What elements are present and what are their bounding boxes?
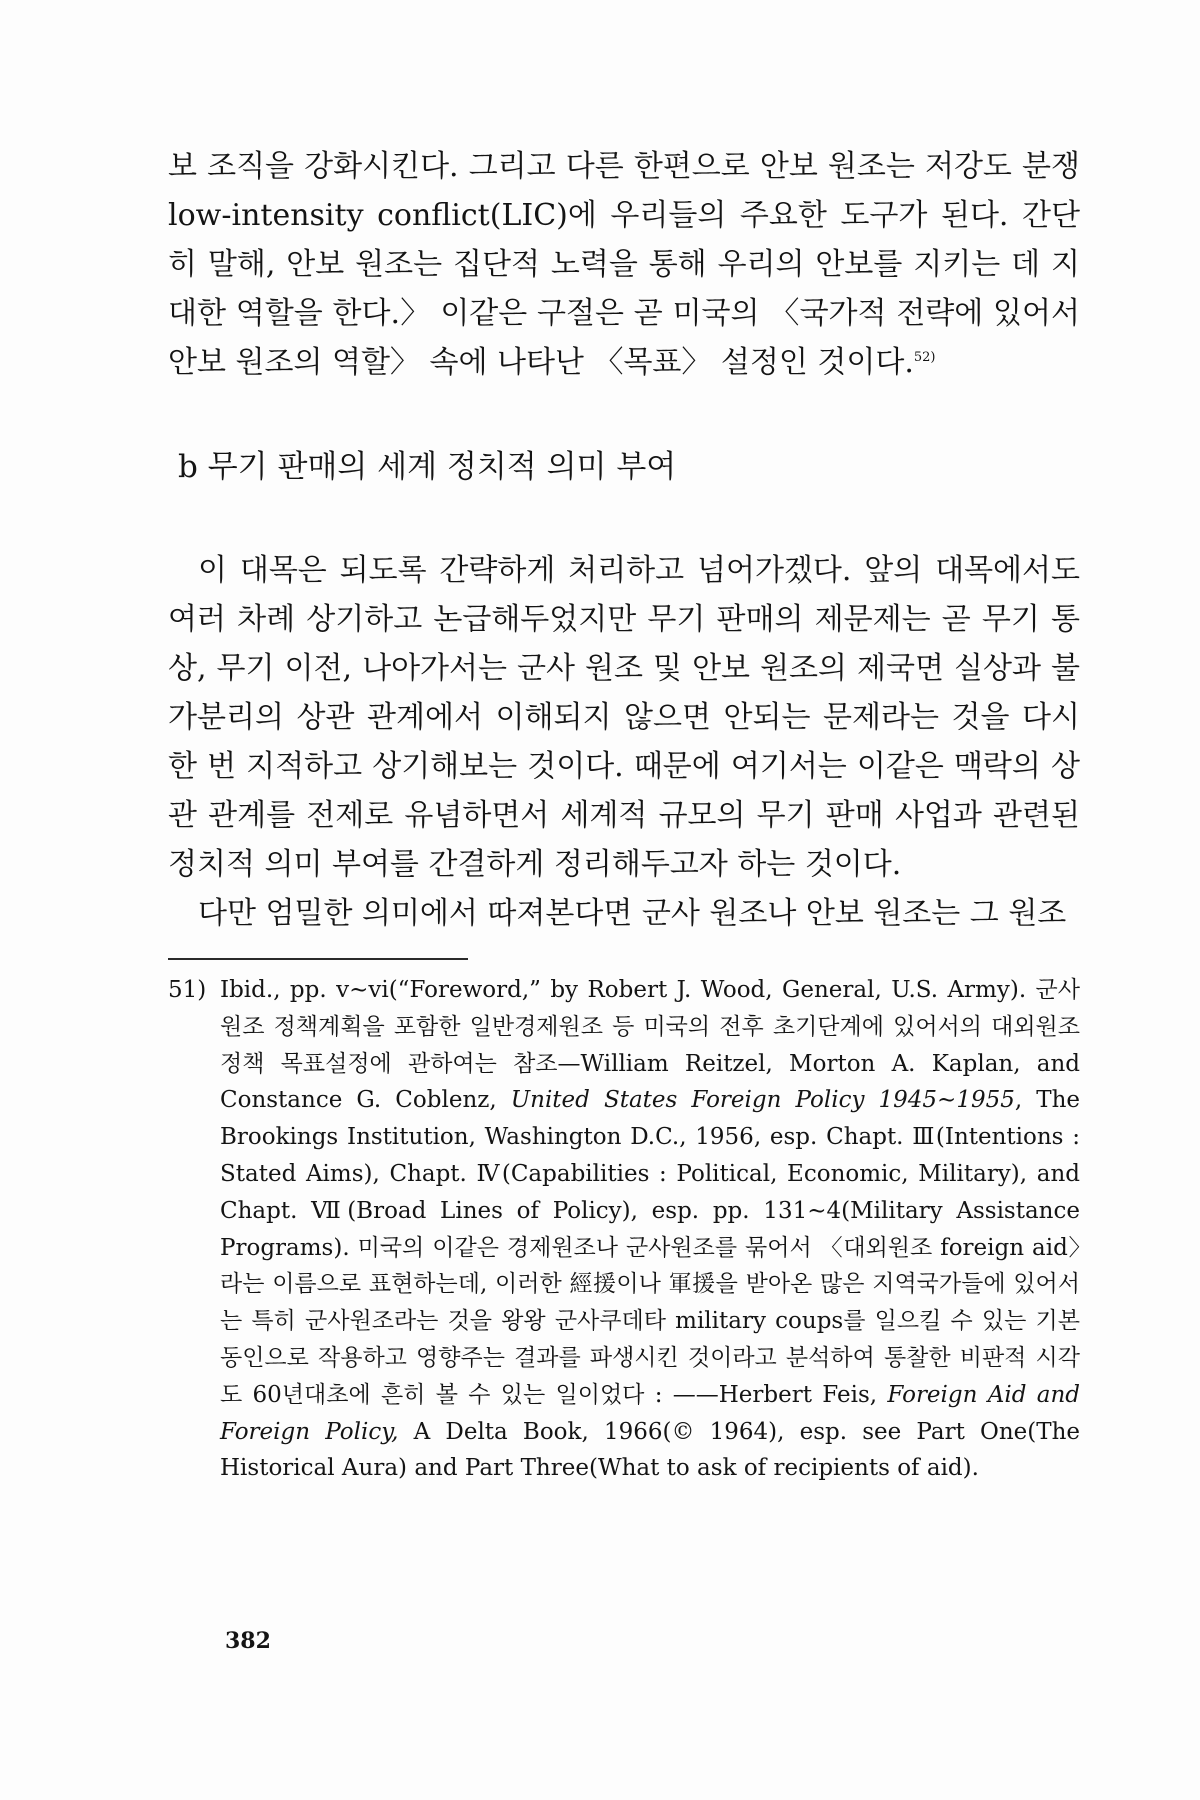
footnote-title-2: Foreign Aid and Foreign Policy, <box>220 1381 1080 1445</box>
section-heading: b 무기 판매의 세계 정치적 의미 부여 <box>178 449 677 485</box>
paragraph-2: 이 대목은 되도록 간략하게 처리하고 넘어가겠다. 앞의 대목에서도 여러 차례 상기하고 논급해두었지만 무기 판매의 제문제는 곧 무기 통상, 무기 이전, 나아가서는 군사 원조 및 안보 원조의 제국면 실상과 불가분리의 상관 관계에서 이해되지 않으면 안되는 문제라는 것을 다시 한 번 지적하고 상기해보는 것이다. 때문에 여기서는 이같은 맥락의 상관 관계를 전제로 유념하면서 세계적 규모의 무기 판매 사업과 관련된 정치적 의미 부여를 간결하게 정리해두고자 하는 것이다. <box>168 553 1080 882</box>
footnote-text <box>220 972 1080 1487</box>
footnote-text-part-3: A Delta Book, 1966(© 1964), esp. see Part One(The Historical Aura) and Part Three(What to ask of recipients of aid). <box>220 1418 1080 1482</box>
footnote-number: 51) <box>168 977 207 1003</box>
paragraph-1 <box>168 142 1080 387</box>
paragraph-3: 다만 엄밀한 의미에서 따져본다면 군사 원조나 안보 원조는 그 원조 <box>198 896 1067 931</box>
footnotes <box>168 972 1080 1487</box>
footnote-title-1: United States Foreign Policy 1945∼1955 <box>510 1087 1015 1114</box>
footnote-divider <box>168 958 468 960</box>
paragraph-1-text: 보 조직을 강화시킨다. 그리고 다른 한편으로 안보 원조는 저강도 분쟁 low-intensity conflict(LIC)에 우리들의 주요한 도구가 된다. 간단히 말해, 안보 원조는 집단적 노력을 통해 우리의 안보를 지키는 데 지대한 역할을 한다.〉 이같은 구절은 곧 미국의 〈국가적 전략에 있어서 안보 원조의 역할〉 속에 나타난 〈목표〉 설정인 것이다. <box>168 149 1080 380</box>
footnote-text-part-2: , The Brookings Institution, Washington D.C., 1956, esp. Chapt. Ⅲ(Intentions : Stated Aims), Chapt. Ⅳ(Capabilities : Political, Economic, Military), and Chapt. Ⅶ(Broad Lines of Policy), esp. pp. 131∼4(Military Assistance Programs). 미국의 이같은 경제원조나 군사원조를 묶어서 〈대외원조 foreign aid〉라는 이름으로 표현하는데, 이러한 經援이나 軍援을 받아온 많은 지역국가들에 있어서는 특히 군사원조라는 것을 왕왕 군사쿠데타 military coups를 일으킬 수 있는 기본동인으로 작용하고 영향주는 결과를 파생시킨 것이라고 분석하여 통찰한 비판적 시각도 60년대초에 흔히 볼 수 있는 일이었다 : ——Herbert Feis, <box>220 1087 1080 1408</box>
footnote-text-part-1: Ibid., pp. v∼vi(“Foreword,” by Robert J. Wood, General, U.S. Army). 군사원조 정책계획을 포함한 일반경제원조 등 미국의 전후 초기단계에 있어서의 대외원조 정책 목표설정에 관하여는 참조—William Reitzel, Morton A. Kaplan, and Constance G. Coblenz, <box>220 977 1080 1114</box>
footnote-51 <box>168 972 1080 1487</box>
main-text <box>168 142 1080 938</box>
footnote-ref-52: 52) <box>913 350 936 365</box>
page-number: 382 <box>225 1628 271 1654</box>
